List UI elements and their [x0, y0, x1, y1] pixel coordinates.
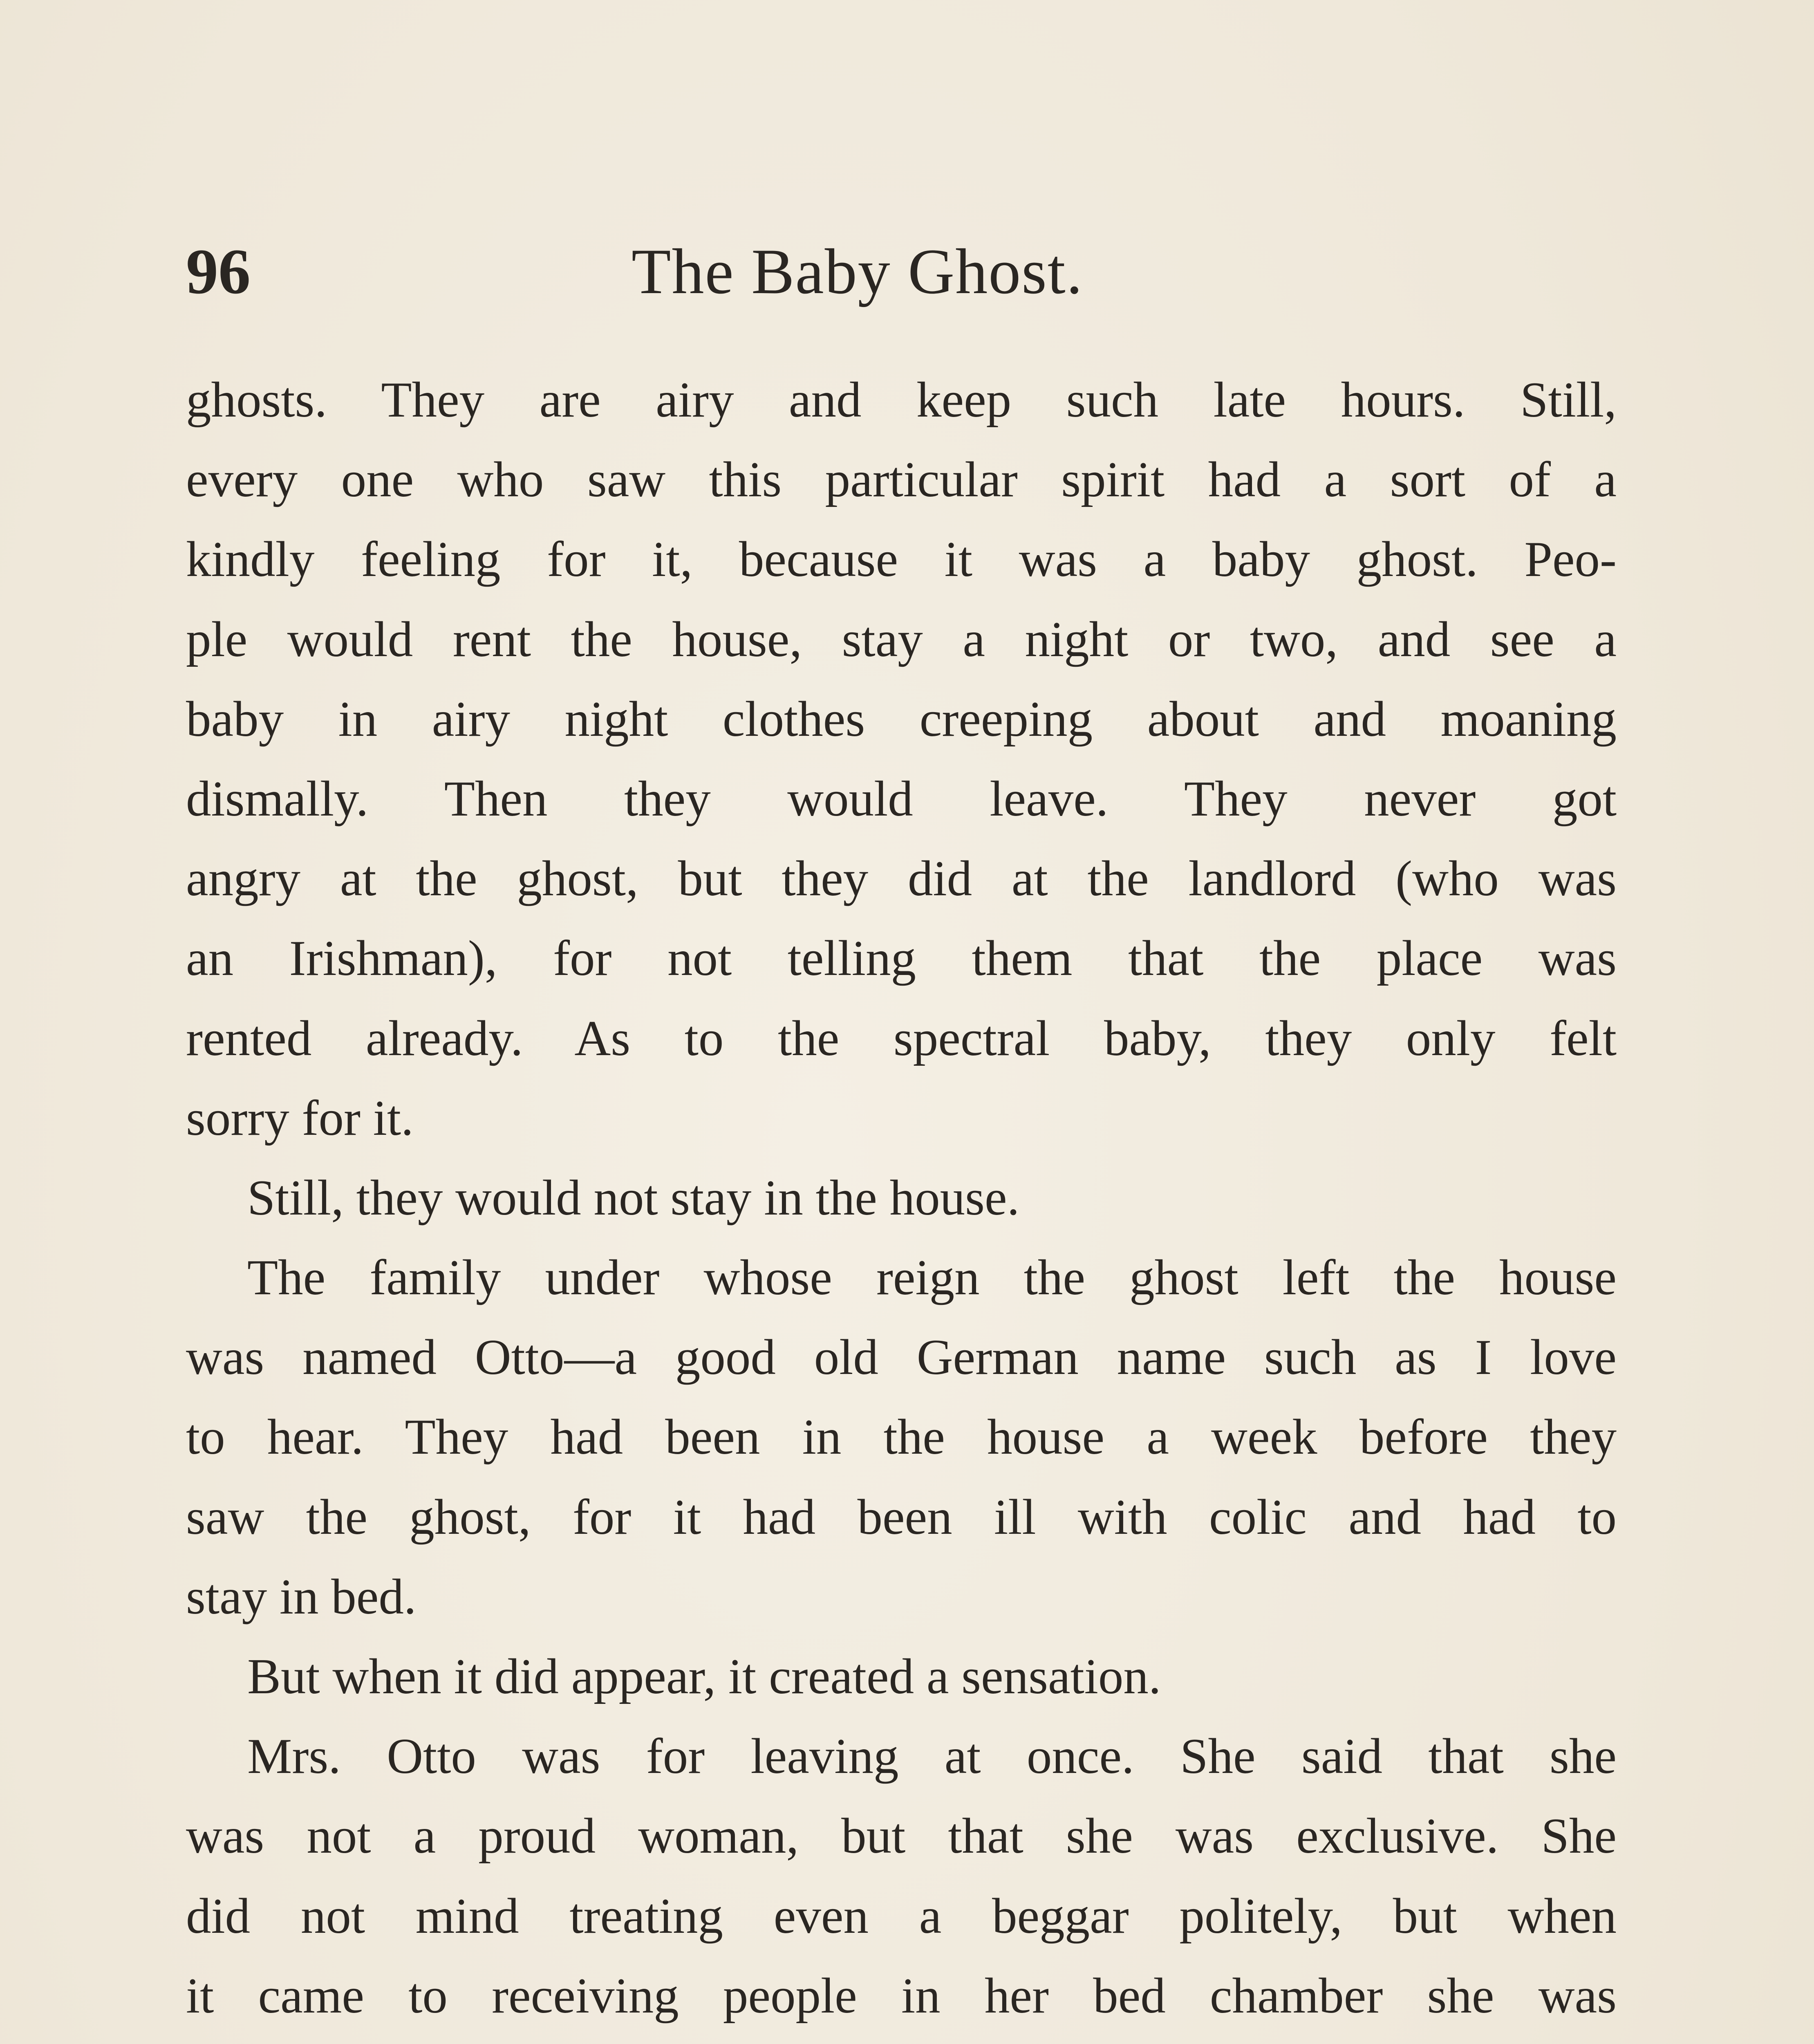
text-line: kindly feeling for it, because it was a baby ghost. Peo-: [186, 531, 1617, 587]
text-line: was not a proud woman, but that she was exclusive. She: [186, 1808, 1617, 1864]
text-line: it came to receiving people in her bed chamber she was: [186, 1967, 1617, 2024]
page-header: [186, 227, 1617, 317]
text-line: to hear. They had been in the house a week before they: [186, 1409, 1617, 1465]
text-line: dismally. Then they would leave. They never got: [186, 770, 1617, 827]
text-line: stay in bed.: [186, 1568, 417, 1625]
text-line: ghosts. They are airy and keep such late hours. Still,: [186, 372, 1617, 428]
text-line: baby in airy night clothes creeping about and moaning: [186, 690, 1617, 747]
body-text: [186, 360, 1617, 2044]
text-line: angry at the ghost, but they did at the landlord (who was: [186, 850, 1617, 907]
text-line: every one who saw this particular spirit had a sort of a: [186, 451, 1617, 508]
text-line: rented already. As to the spectral baby, they only felt: [186, 1010, 1617, 1066]
text-line: was named Otto—a good old German name such as I love: [186, 1329, 1617, 1385]
page-number: 96: [186, 236, 251, 307]
text-line: saw the ghost, for it had been ill with colic and had to: [186, 1488, 1617, 1545]
text-line: Mrs. Otto was for leaving at once. She said that she: [247, 1728, 1617, 1784]
running-title: The Baby Ghost.: [632, 236, 1084, 307]
text-line: did not mind treating even a beggar politely, but when: [186, 1887, 1617, 1944]
text-line: ple would rent the house, stay a night or two, and see a: [186, 611, 1617, 667]
text-line: But when it did appear, it created a sensation.: [247, 1648, 1161, 1704]
text-line: The family under whose reign the ghost left the house: [247, 1249, 1617, 1306]
text-line: sorry for it.: [186, 1089, 414, 1146]
text-line: an Irishman), for not telling them that the place was: [186, 930, 1617, 986]
text-line: [186, 2035, 1617, 2044]
text-line: Still, they would not stay in the house.: [247, 1169, 1020, 1226]
